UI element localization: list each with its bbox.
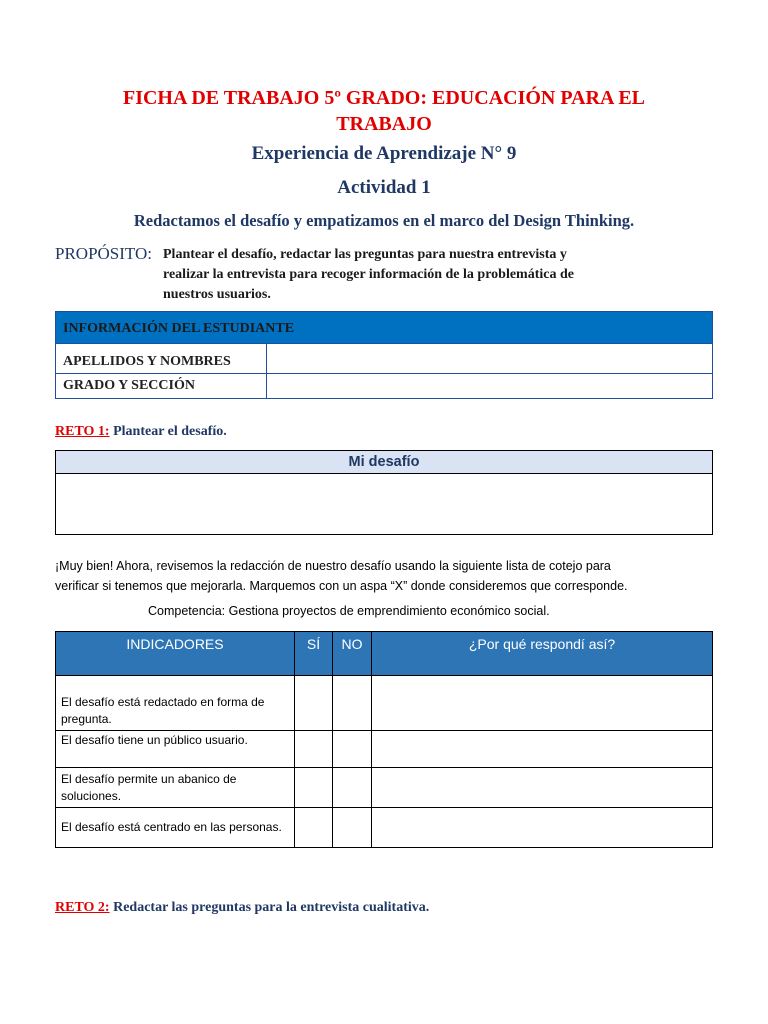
mi-desafio-header: Mi desafío <box>56 451 713 474</box>
experiencia-heading: Experiencia de Aprendizaje N° 9 <box>251 143 517 164</box>
proposito-label: PROPÓSITO: <box>55 244 152 263</box>
indicator-2-reason-cell[interactable] <box>372 731 713 768</box>
indicator-1: El desafío está redactado en forma de pregunta. <box>56 676 295 731</box>
actividad-heading: Actividad 1 <box>337 177 431 198</box>
indicator-3-si-cell[interactable] <box>295 768 333 808</box>
grado-seccion-label: GRADO Y SECCIÓN <box>56 374 267 399</box>
proposito-line-3: nuestros usuarios. <box>163 287 271 302</box>
worksheet-title-line2: TRABAJO <box>336 113 432 135</box>
mi-desafio-box <box>55 450 713 535</box>
worksheet-title-line1: FICHA DE TRABAJO 5º GRADO: EDUCACIÓN PARA EL <box>122 87 645 109</box>
reto2-text: Redactar las preguntas para la entrevista cualitativa. <box>113 900 430 915</box>
proposito-line-2: realizar la entrevista para recoger información de la problemática de <box>163 267 574 282</box>
header-si: SÍ <box>295 632 333 676</box>
checklist-table <box>55 631 713 848</box>
indicator-2: El desafío tiene un público usuario. <box>56 731 295 768</box>
competencia-text: Competencia: Gestiona proyectos de emprendimiento económico social. <box>148 604 550 618</box>
indicator-3-reason-cell[interactable] <box>372 768 713 808</box>
reto2-label: RETO 2: <box>55 900 110 915</box>
instructions-line-2: verificar si tenemos que mejorarla. Marquemos con un aspa “X” donde consideremos que corresponde. <box>55 579 628 593</box>
indicator-2-no-cell[interactable] <box>333 731 372 768</box>
header-no: NO <box>333 632 372 676</box>
reto1-line <box>55 424 227 440</box>
instructions-paragraph <box>55 556 695 596</box>
indicator-1-reason-cell[interactable] <box>372 676 713 731</box>
apellidos-nombres-label: APELLIDOS Y NOMBRES <box>56 344 267 374</box>
indicator-2-si-cell[interactable] <box>295 731 333 768</box>
reto1-label: RETO 1: <box>55 424 110 439</box>
indicator-3-no-cell[interactable] <box>333 768 372 808</box>
indicator-4-reason-cell[interactable] <box>372 808 713 848</box>
reto2-line <box>55 900 429 916</box>
indicator-1-no-cell[interactable] <box>333 676 372 731</box>
proposito-line-1: Plantear el desafío, redactar las preguntas para nuestra entrevista y <box>163 247 567 262</box>
indicator-4: El desafío está centrado en las personas. <box>56 808 295 848</box>
reto1-text: Plantear el desafío. <box>113 424 227 439</box>
indicator-1-si-cell[interactable] <box>295 676 333 731</box>
instructions-line-1: ¡Muy bien! Ahora, revisemos la redacción de nuestro desafío usando la siguiente lista de cotejo para <box>55 559 611 573</box>
student-info-table <box>55 311 713 399</box>
header-por-que: ¿Por qué respondí así? <box>372 632 713 676</box>
session-subtitle: Redactamos el desafío y empatizamos en el marco del Design Thinking. <box>133 211 635 230</box>
indicator-4-si-cell[interactable] <box>295 808 333 848</box>
indicator-3: El desafío permite un abanico de soluciones. <box>56 768 295 808</box>
grado-seccion-field[interactable] <box>267 374 713 399</box>
student-info-header: INFORMACIÓN DEL ESTUDIANTE <box>56 312 713 344</box>
header-indicadores: INDICADORES <box>56 632 295 676</box>
indicator-4-no-cell[interactable] <box>333 808 372 848</box>
apellidos-nombres-field[interactable] <box>267 344 713 374</box>
proposito-text <box>163 245 633 305</box>
mi-desafio-field[interactable] <box>56 474 713 535</box>
